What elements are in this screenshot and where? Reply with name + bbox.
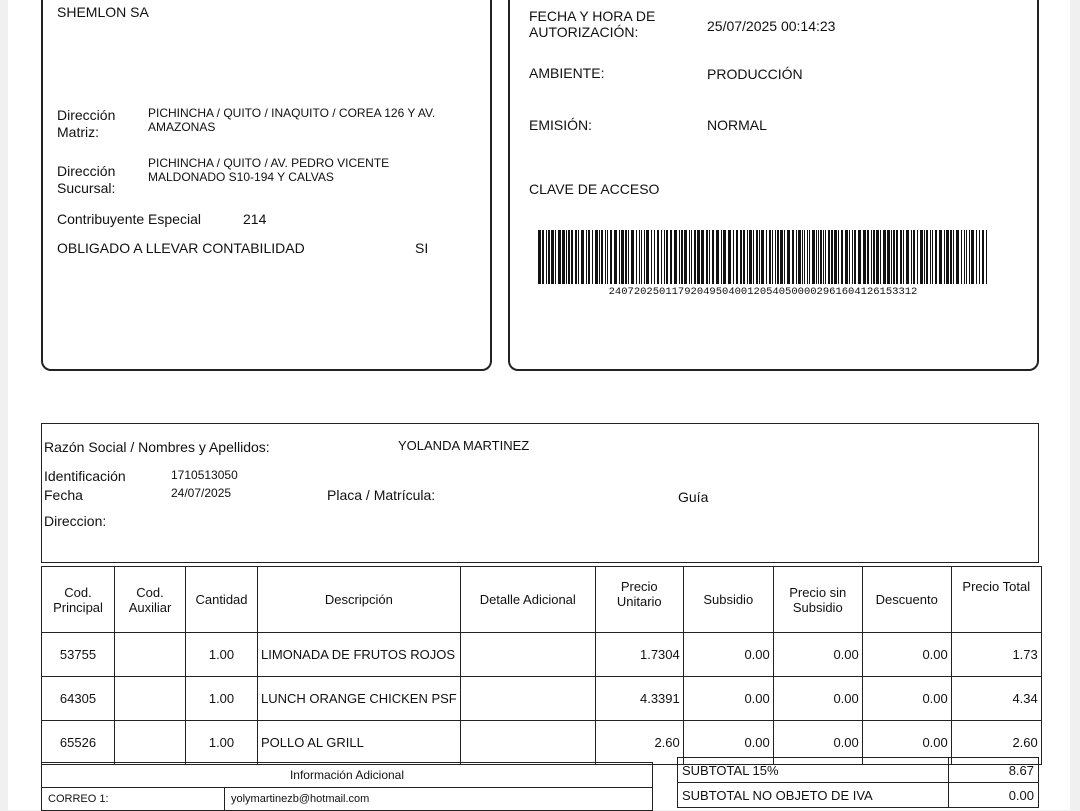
barcode-bar [599,230,600,284]
barcode-bar [614,230,617,284]
barcode-bar [670,230,672,284]
barcode-bar [575,230,577,284]
barcode-bar [913,230,915,284]
subtotal-no-objeto-label: SUBTOTAL NO OBJETO DE IVA [678,783,949,808]
barcode-bar [798,230,801,284]
fecha-autorizacion-value: 25/07/2025 00:14:23 [707,18,836,34]
cell-cod-auxiliar [115,721,186,765]
barcode-bar [636,230,637,284]
ambiente-label: AMBIENTE: [529,65,605,81]
table-row [42,633,1042,677]
barcode-bar [849,230,850,284]
barcode-bar [939,230,942,284]
barcode-bar [950,230,952,284]
barcode-bar [816,230,817,284]
barcode-bar [661,230,662,284]
barcode-bar [920,230,923,284]
cell-precio-unitario: 2.60 [595,721,683,765]
barcode-bar [834,230,837,284]
cell-subsidio: 0.00 [683,721,773,765]
barcode-bar [792,230,794,284]
barcode-bar [876,230,879,284]
cell-precio-total: 4.34 [951,677,1041,721]
barcode-bar [684,230,687,284]
cell-precio-unitario: 4.3391 [595,677,683,721]
barcode-bar [887,230,890,284]
barcode-bar [825,230,826,284]
barcode-bar [605,230,606,284]
barcode-bar [548,230,550,284]
obligado-value: SI [415,240,429,256]
barcode-bar [674,230,677,284]
barcode-bar [838,230,839,284]
emision-label: EMISIÓN: [529,117,593,133]
barcode-bar [654,230,655,284]
barcode-bar [917,230,918,284]
cell-descripcion: POLLO AL GRILL [258,721,461,765]
direccion-label: Direccion: [44,513,107,529]
fecha-autorizacion-label: FECHA Y HORA DE AUTORIZACIÓN: [529,8,656,40]
barcode-bar [747,230,748,284]
cell-descripcion: LIMONADA DE FRUTOS ROJOS [258,633,461,677]
barcode-bar [628,230,629,284]
barcode-bar [538,230,541,284]
barcode-bar [646,230,649,284]
barcode-bar [679,230,680,284]
cell-cantidad: 1.00 [186,633,258,677]
col-descuento: Descuento [862,567,951,633]
cell-precio-sin-subsidio: 0.00 [773,677,862,721]
cell-detalle-adicional [460,721,595,765]
barcode-bar [728,230,731,284]
barcode-bar [871,230,872,284]
info-adicional-table [41,762,653,811]
barcode-bar [818,230,819,284]
cell-cod-principal: 65526 [42,721,115,765]
barcode-bar [753,230,754,284]
razon-social-value: YOLANDA MARTINEZ [398,438,530,453]
barcode-bar [979,230,980,284]
col-detalle-adicional: Detalle Adicional [460,567,595,633]
barcode-bar [775,230,776,284]
barcode-bar [845,230,848,284]
cell-cod-auxiliar [115,677,186,721]
barcode-bar [986,230,987,284]
barcode-bar [976,230,977,284]
barcode-bar [657,230,659,284]
issuer-box [41,0,492,371]
barcode-bar [807,230,808,284]
barcode-bar [621,230,624,284]
barcode-bar [893,230,895,284]
barcode-bar [911,230,912,284]
fecha-emision-value: 24/07/2025 [171,486,232,500]
barcode-bar [802,230,803,284]
items-table [41,566,1042,765]
barcode-bar [900,230,902,284]
cell-descripcion: LUNCH ORANGE CHICKEN PSF [258,677,461,721]
barcode-bar [841,230,843,284]
barcode-bar [964,230,965,284]
barcode-bar [743,230,745,284]
barcode-bar [562,230,565,284]
barcode-bar [946,230,949,284]
cell-descuento: 0.00 [862,721,951,765]
cell-descuento: 0.00 [862,677,951,721]
barcode-bar [566,230,567,284]
barcode-bar [930,230,931,284]
barcode-bar [873,230,875,284]
barcode-bar [641,230,642,284]
barcode-bar [772,230,773,284]
barcode-bar [639,230,640,284]
barcode-bar [880,230,881,284]
barcode-bar [712,230,714,284]
razon-social-label: Razón Social / Nombres y Apellidos: [44,439,270,455]
cell-subsidio: 0.00 [683,633,773,677]
barcode-bar [723,230,726,284]
barcode-bar [555,230,556,284]
customer-box [41,423,1039,563]
clave-acceso-value: 2407202501179204950400120540500002961604126153312 [608,286,918,298]
identificacion-value: 1710513050 [171,468,238,482]
barcode-bar [551,230,554,284]
barcode-bar [681,230,683,284]
cell-precio-unitario: 1.7304 [595,633,683,677]
totals-row [678,783,1039,808]
barcode-bar [932,230,933,284]
barcode-bar [780,230,783,284]
barcode-bar [607,230,608,284]
barcode-bar [831,230,833,284]
cell-cantidad: 1.00 [186,721,258,765]
barcode-bar [689,230,690,284]
barcode-bar [944,230,945,284]
barcode-bar [926,230,928,284]
col-descripcion: Descripción [258,567,461,633]
cell-precio-total: 1.73 [951,633,1041,677]
cell-descuento: 0.00 [862,633,951,677]
barcode-bar [858,230,861,284]
barcode-bar [706,230,708,284]
col-precio-total: Precio Total [951,567,1041,633]
barcode-bar [769,230,771,284]
barcode-bar [651,230,652,284]
barcode-bar [891,230,892,284]
identificacion-label: Identificación [44,468,126,484]
barcode-bar [777,230,779,284]
barcode-bar [759,230,760,284]
barcode-bar [896,230,898,284]
cell-precio-sin-subsidio: 0.00 [773,633,862,677]
barcode-bar [581,230,584,284]
issuer-name: SHEMLON SA [57,4,149,20]
emision-value: NORMAL [707,117,767,133]
barcode-bar [924,230,925,284]
barcode-bar [571,230,573,284]
contribuyente-value: 214 [243,211,267,227]
barcode-bar [784,230,785,284]
cell-detalle-adicional [460,677,595,721]
dir-sucursal-label: Dirección Sucursal: [57,163,116,196]
authorization-box [508,0,1039,371]
barcode-bar [906,230,909,284]
dir-sucursal-value: PICHINCHA / QUITO / AV. PEDRO VICENTE MALDONADO S10-194 Y CALVAS [148,156,390,184]
barcode-bar [664,230,665,284]
barcode-bar [610,230,612,284]
barcode-bar [666,230,668,284]
barcode-bar [756,230,758,284]
cell-precio-sin-subsidio: 0.00 [773,721,862,765]
barcode-bar [716,230,719,284]
barcode-bar [761,230,764,284]
barcode-bar [966,230,967,284]
barcode-bar [619,230,620,284]
info-adicional-title: Información Adicional [42,763,653,788]
barcode-bar [542,230,544,284]
cell-cod-principal: 64305 [42,677,115,721]
barcode-bar [867,230,869,284]
contribuyente-label: Contribuyente Especial [57,211,201,227]
barcode-image [536,230,990,300]
subtotal-15-label: SUBTOTAL 15% [678,758,949,783]
barcode-bar [961,230,962,284]
barcode-bar [823,230,824,284]
barcode-bar [787,230,790,284]
guia-label: Guía [678,489,709,505]
table-row [42,677,1042,721]
barcode-bar [953,230,954,284]
barcode-bar [546,230,547,284]
barcode-bar [863,230,866,284]
barcode-bar [796,230,797,284]
barcode-bar [971,230,974,284]
correo-value: yolymartinezb@hotmail.com [225,788,653,811]
barcode-bar [883,230,886,284]
barcode-bar [733,230,734,284]
barcode-bar [568,230,570,284]
barcode-bar [625,230,627,284]
barcode-bar [935,230,937,284]
barcode-bar [709,230,710,284]
barcode-bar [586,230,587,284]
cell-cod-auxiliar [115,633,186,677]
dir-matriz-label: Dirección Matriz: [57,107,116,140]
items-header-row [42,567,1042,633]
col-cod-auxiliar: Cod. Auxiliar [115,567,186,633]
barcode-bar [804,230,805,284]
subtotal-15-value: 8.67 [949,758,1039,783]
correo-label: CORREO 1: [42,788,225,811]
barcode-bar [558,230,561,284]
cell-cod-principal: 53755 [42,633,115,677]
barcode-bar [809,230,810,284]
placa-label: Placa / Matrícula: [327,487,436,503]
fecha-emision-label: Fecha [44,487,83,503]
barcode-bar [982,230,984,284]
cell-subsidio: 0.00 [683,677,773,721]
barcode-bar [644,230,645,284]
barcode-bar [969,230,970,284]
col-cod-principal: Cod. Principal [42,567,115,633]
cell-detalle-adicional [460,633,595,677]
subtotal-no-objeto-value: 0.00 [949,783,1039,808]
barcode-bar [697,230,700,284]
barcode-bar [601,230,603,284]
barcode-bar [595,230,598,284]
barcode-bar [852,230,853,284]
barcode-bar [766,230,767,284]
dir-matriz-value: PICHINCHA / QUITO / INAQUITO / COREA 126 Y AV. AMAZONAS [148,106,436,134]
barcode-bar [828,230,830,284]
col-precio-sin-subsidio: Precio sin Subsidio [773,567,862,633]
cell-cantidad: 1.00 [186,677,258,721]
totals-table [677,757,1039,808]
barcode-bar [588,230,590,284]
barcode-bar [749,230,752,284]
col-subsidio: Subsidio [683,567,773,633]
barcode-bar [820,230,822,284]
clave-acceso-label: CLAVE DE ACCESO [529,181,660,197]
barcode-bar [740,230,742,284]
barcode-bar [694,230,696,284]
ambiente-value: PRODUCCIÓN [707,66,803,82]
barcode-bar [854,230,856,284]
obligado-label: OBLIGADO A LLEVAR CONTABILIDAD [57,240,305,256]
barcode-bar [736,230,738,284]
barcode-bar [691,230,692,284]
totals-row [678,758,1039,783]
cell-precio-total: 2.60 [951,721,1041,765]
barcode-bar [812,230,815,284]
barcode-bar [701,230,704,284]
col-cantidad: Cantidad [186,567,258,633]
barcode-bar [903,230,904,284]
barcode-bar [592,230,593,284]
col-precio-unitario: Precio Unitario [595,567,683,633]
barcode-bar [721,230,722,284]
barcode-bar [631,230,634,284]
barcode-bar [956,230,959,284]
barcode-bar [578,230,579,284]
